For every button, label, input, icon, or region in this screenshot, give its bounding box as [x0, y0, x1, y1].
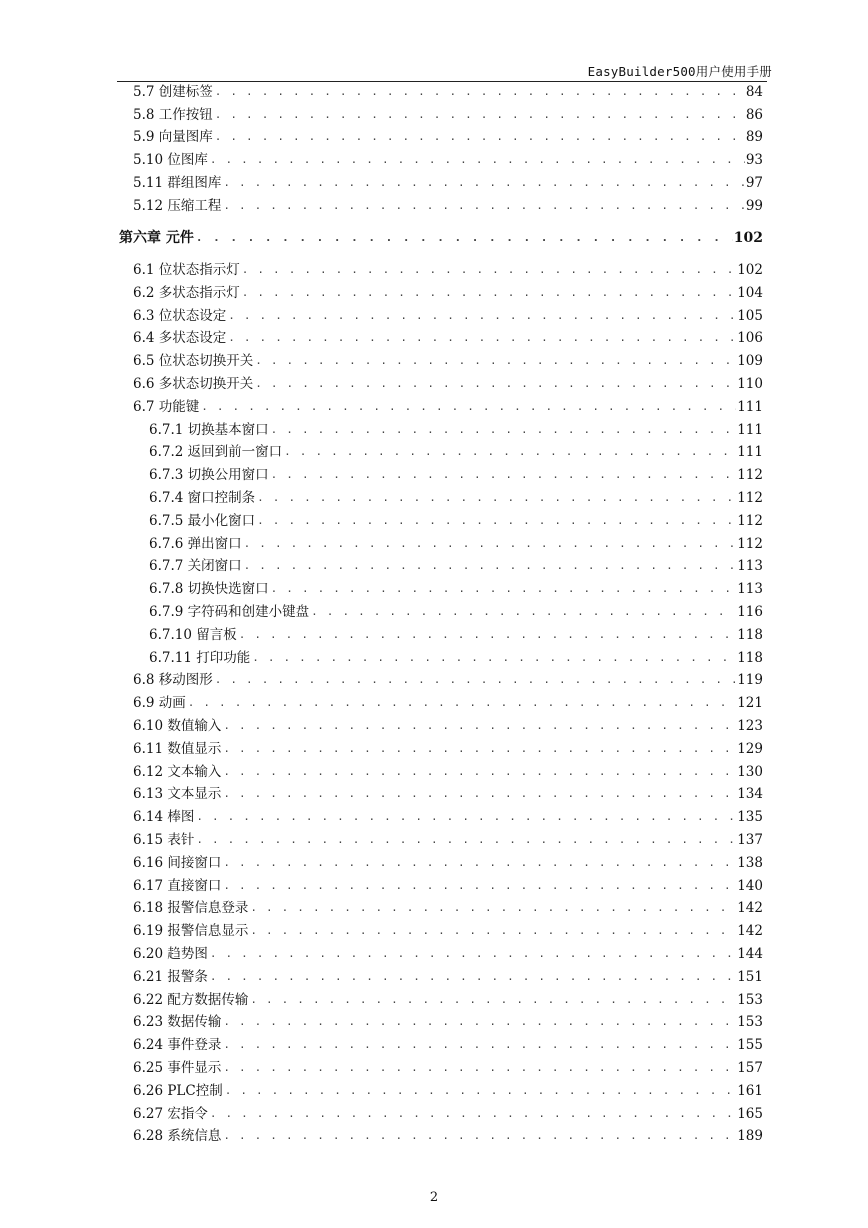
toc-entry-label: 5.7 创建标签	[133, 84, 213, 100]
toc-entry-page: 113	[737, 581, 763, 598]
toc-entry-label: 6.26 PLC控制	[133, 1082, 223, 1099]
toc-dot-leader	[223, 761, 736, 783]
toc-dot-leader	[223, 875, 736, 897]
toc-entry[interactable]	[0, 373, 868, 395]
toc-entry-page: 121	[737, 695, 763, 712]
toc-entry-page: 112	[737, 490, 763, 506]
toc-entry-page: 155	[737, 1037, 763, 1054]
toc-entry-page: 93	[745, 152, 763, 168]
toc-entry-label: 5.9 向量图库	[133, 129, 213, 145]
toc-entry-page: 140	[737, 877, 763, 894]
toc-entry-page: 123	[737, 718, 763, 734]
toc-dot-leader	[223, 195, 744, 217]
toc-dot-leader	[250, 989, 736, 1011]
toc-entry[interactable]	[0, 897, 868, 919]
toc-dot-leader	[257, 487, 736, 509]
toc-entry-page: 137	[737, 832, 763, 848]
toc-entry[interactable]	[0, 829, 868, 851]
toc-entry-label: 6.6 多状态切换开关	[133, 376, 254, 392]
toc-entry-label: 5.12 压缩工程	[133, 198, 222, 214]
toc-entry-page: 89	[745, 129, 763, 145]
toc-entry-label: 6.7.11 打印功能	[149, 649, 251, 666]
toc-dot-leader	[223, 1034, 736, 1056]
toc-entry-label: 6.28 系统信息	[133, 1128, 222, 1145]
toc-dot-leader	[242, 282, 736, 304]
toc-entry-label: 6.14 棒图	[133, 809, 195, 826]
toc-dot-leader	[255, 373, 736, 395]
toc-entry-page: 99	[745, 198, 763, 214]
toc-entry-label: 6.21 报警条	[133, 968, 208, 985]
toc-dot-leader	[239, 624, 736, 646]
toc-entry-page: 111	[737, 421, 763, 438]
toc-dot-leader	[228, 305, 736, 327]
footer-page-number: 2	[429, 1190, 439, 1205]
toc-entry-page: 157	[737, 1060, 763, 1076]
toc-entry[interactable]	[0, 149, 868, 171]
toc-entry[interactable]	[0, 852, 868, 874]
toc-entry[interactable]	[0, 669, 868, 691]
toc-entry[interactable]	[0, 81, 868, 103]
toc-dot-leader	[271, 578, 737, 600]
toc-entry-label: 6.8 移动图形	[133, 672, 213, 689]
toc-entry[interactable]	[0, 282, 868, 304]
toc-entry-label: 6.15 表针	[133, 832, 195, 848]
toc-dot-leader	[223, 1125, 736, 1147]
toc-entry[interactable]	[0, 305, 868, 327]
toc-entry[interactable]	[0, 533, 868, 555]
toc-entry-page: 135	[737, 809, 763, 826]
header-title-en: EasyBuilder500	[587, 64, 696, 79]
toc-dot-leader	[223, 1011, 736, 1033]
toc-dot-leader	[215, 104, 745, 126]
toc-entry[interactable]	[0, 761, 868, 783]
toc-entry-label: 6.3 位状态设定	[133, 307, 227, 324]
toc-entry-label: 6.18 报警信息登录	[133, 900, 249, 917]
toc-dot-leader	[210, 149, 745, 171]
toc-dot-leader	[242, 259, 736, 281]
toc-entry-page: 144	[737, 946, 763, 962]
toc-entry[interactable]	[0, 624, 868, 646]
toc-entry-label: 6.7.6 弹出窗口	[149, 535, 242, 552]
toc-dot-leader	[228, 327, 736, 349]
toc-entry-label: 6.24 事件登录	[133, 1037, 222, 1054]
toc-dot-leader	[250, 897, 736, 919]
toc-dot-leader	[210, 1103, 736, 1125]
toc-entry[interactable]	[0, 396, 868, 418]
toc-entry-label: 6.16 间接窗口	[133, 854, 222, 871]
toc-entry-page: 102	[733, 230, 763, 246]
toc-dot-leader	[244, 555, 737, 577]
toc-entry-label: 6.1 位状态指示灯	[133, 262, 240, 278]
toc-entry-page: 106	[737, 330, 763, 347]
toc-dot-leader	[223, 852, 736, 874]
toc-entry[interactable]	[0, 647, 868, 669]
toc-chapter-entry[interactable]	[0, 227, 868, 249]
toc-entry-label: 6.7.8 切换快选窗口	[149, 581, 269, 598]
toc-entry-label: 6.11 数值显示	[133, 740, 222, 757]
toc-entry-label: 6.17 直接窗口	[133, 877, 222, 894]
toc-entry[interactable]	[0, 350, 868, 372]
toc-entry[interactable]	[0, 327, 868, 349]
toc-entry-page: 161	[737, 1082, 763, 1099]
toc-entry-page: 153	[737, 991, 763, 1008]
toc-entry-page: 102	[737, 262, 763, 278]
toc-entry[interactable]	[0, 441, 868, 463]
toc-entry[interactable]	[0, 104, 868, 126]
toc-entry-label: 6.12 文本输入	[133, 763, 222, 780]
toc-entry-label: 6.5 位状态切换开关	[133, 353, 254, 370]
toc-entry[interactable]	[0, 510, 868, 532]
toc-entry[interactable]	[0, 1125, 868, 1147]
toc-entry-page: 112	[737, 467, 763, 484]
toc-entry[interactable]	[0, 1057, 868, 1079]
toc-entry-label: 6.7 功能键	[133, 398, 200, 415]
toc-entry-page: 118	[737, 626, 763, 643]
toc-entry[interactable]	[0, 715, 868, 737]
toc-dot-leader	[196, 806, 736, 828]
toc-entry-page: 109	[737, 353, 763, 370]
toc-entry-label: 6.25 事件显示	[133, 1060, 222, 1076]
toc-entry[interactable]	[0, 195, 868, 217]
toc-dot-leader	[188, 692, 736, 714]
toc-entry-page: 112	[737, 512, 763, 529]
toc-entry-label: 6.10 数值输入	[133, 718, 222, 734]
toc-dot-leader	[250, 920, 736, 942]
toc-dot-leader	[223, 738, 736, 760]
toc-entry-page: 110	[737, 376, 763, 392]
toc-entry[interactable]	[0, 578, 868, 600]
toc-dot-leader	[196, 829, 736, 851]
toc-dot-leader	[210, 943, 736, 965]
toc-entry-page: 119	[737, 672, 763, 689]
toc-dot-leader	[257, 510, 736, 532]
toc-entry[interactable]	[0, 943, 868, 965]
toc-entry-label: 6.7.1 切换基本窗口	[149, 421, 269, 438]
toc-entry-page: 138	[737, 854, 763, 871]
toc-entry[interactable]	[0, 966, 868, 988]
toc-entry[interactable]	[0, 555, 868, 577]
toc-entry-label: 6.2 多状态指示灯	[133, 284, 240, 301]
toc-entry-label: 6.4 多状态设定	[133, 330, 227, 347]
toc-dot-leader	[244, 533, 737, 555]
toc-entry[interactable]	[0, 1080, 868, 1102]
toc-entry[interactable]	[0, 806, 868, 828]
toc-dot-leader	[215, 669, 736, 691]
toc-entry-label: 6.7.5 最小化窗口	[149, 512, 256, 529]
toc-entry-page: 113	[737, 558, 763, 575]
toc-dot-leader	[201, 396, 736, 418]
toc-entry-page: 116	[737, 604, 763, 620]
toc-entry-label: 6.7.9 字符码和创建小键盘	[149, 604, 310, 620]
toc-dot-leader	[223, 783, 736, 805]
toc-entry-page: 86	[745, 107, 763, 123]
toc-dot-leader	[225, 1080, 736, 1102]
toc-entry[interactable]	[0, 738, 868, 760]
toc-entry[interactable]	[0, 1011, 868, 1033]
toc-entry-page: 112	[737, 535, 763, 552]
toc-dot-leader	[255, 350, 736, 372]
toc-entry-page: 97	[745, 175, 763, 191]
toc-dot-leader	[271, 419, 737, 441]
toc-entry-label: 第六章 元件	[119, 230, 194, 246]
toc-entry-label: 6.7.4 窗口控制条	[149, 490, 256, 506]
toc-entry-page: 153	[737, 1014, 763, 1031]
toc-entry-label: 6.9 动画	[133, 695, 186, 712]
toc-entry[interactable]	[0, 920, 868, 942]
toc-entry-page: 151	[737, 968, 763, 985]
toc-entry-page: 104	[737, 284, 763, 301]
toc-entry-label: 5.10 位图库	[133, 152, 208, 168]
toc-entry-page: 129	[737, 740, 763, 757]
toc-entry[interactable]	[0, 464, 868, 486]
header-title	[588, 62, 772, 80]
toc-entry-label: 6.7.7 关闭窗口	[149, 558, 242, 575]
toc-entry-label: 6.20 趋势图	[133, 946, 208, 962]
toc-entry[interactable]	[0, 601, 868, 623]
toc-dot-leader	[252, 647, 736, 669]
toc-entry-label: 6.7.2 返回到前一窗口	[149, 444, 283, 461]
toc-dot-leader	[215, 126, 745, 148]
toc-entry-label: 6.22 配方数据传输	[133, 991, 249, 1008]
toc-dot-leader	[223, 172, 744, 194]
toc-entry-page: 105	[737, 307, 763, 324]
toc-entry-page: 84	[745, 84, 763, 100]
toc-entry-label: 6.13 文本显示	[133, 786, 222, 803]
toc-dot-leader	[196, 227, 733, 249]
toc-dot-leader	[215, 81, 745, 103]
toc-entry[interactable]	[0, 783, 868, 805]
toc-entry-label: 6.7.3 切换公用窗口	[149, 467, 269, 484]
header-title-zh: 用户使用手册	[695, 64, 772, 79]
toc-entry-page: 189	[737, 1128, 763, 1145]
toc-entry[interactable]	[0, 989, 868, 1011]
toc-entry-page: 111	[737, 398, 763, 415]
toc-entry-label: 5.8 工作按钮	[133, 107, 213, 123]
toc-dot-leader	[284, 441, 736, 463]
toc-entry-label: 5.11 群组图库	[133, 175, 222, 191]
toc-dot-leader	[223, 1057, 736, 1079]
toc-entry-page: 118	[737, 649, 763, 666]
toc-entry[interactable]	[0, 487, 868, 509]
toc-entry[interactable]	[0, 126, 868, 148]
toc-entry-page: 134	[737, 786, 763, 803]
toc-entry-label: 6.27 宏指令	[133, 1105, 208, 1122]
toc-dot-leader	[311, 601, 736, 623]
toc-entry-label: 6.19 报警信息显示	[133, 923, 249, 940]
toc-entry[interactable]	[0, 1103, 868, 1125]
toc-entry-page: 142	[737, 900, 763, 917]
toc-entry-label: 6.23 数据传输	[133, 1014, 222, 1031]
toc-entry[interactable]	[0, 1034, 868, 1056]
toc-entry[interactable]	[0, 692, 868, 714]
toc-dot-leader	[271, 464, 737, 486]
toc-entry-page: 142	[737, 923, 763, 940]
toc-entry[interactable]	[0, 875, 868, 897]
toc-entry-page: 165	[737, 1105, 763, 1122]
toc-entry-page: 111	[737, 444, 763, 461]
toc-dot-leader	[223, 715, 736, 737]
toc-entry[interactable]	[0, 419, 868, 441]
toc-entry[interactable]	[0, 259, 868, 281]
toc-entry[interactable]	[0, 172, 868, 194]
toc-entry-page: 130	[737, 763, 763, 780]
toc-entry-label: 6.7.10 留言板	[149, 626, 237, 643]
toc-dot-leader	[210, 966, 736, 988]
